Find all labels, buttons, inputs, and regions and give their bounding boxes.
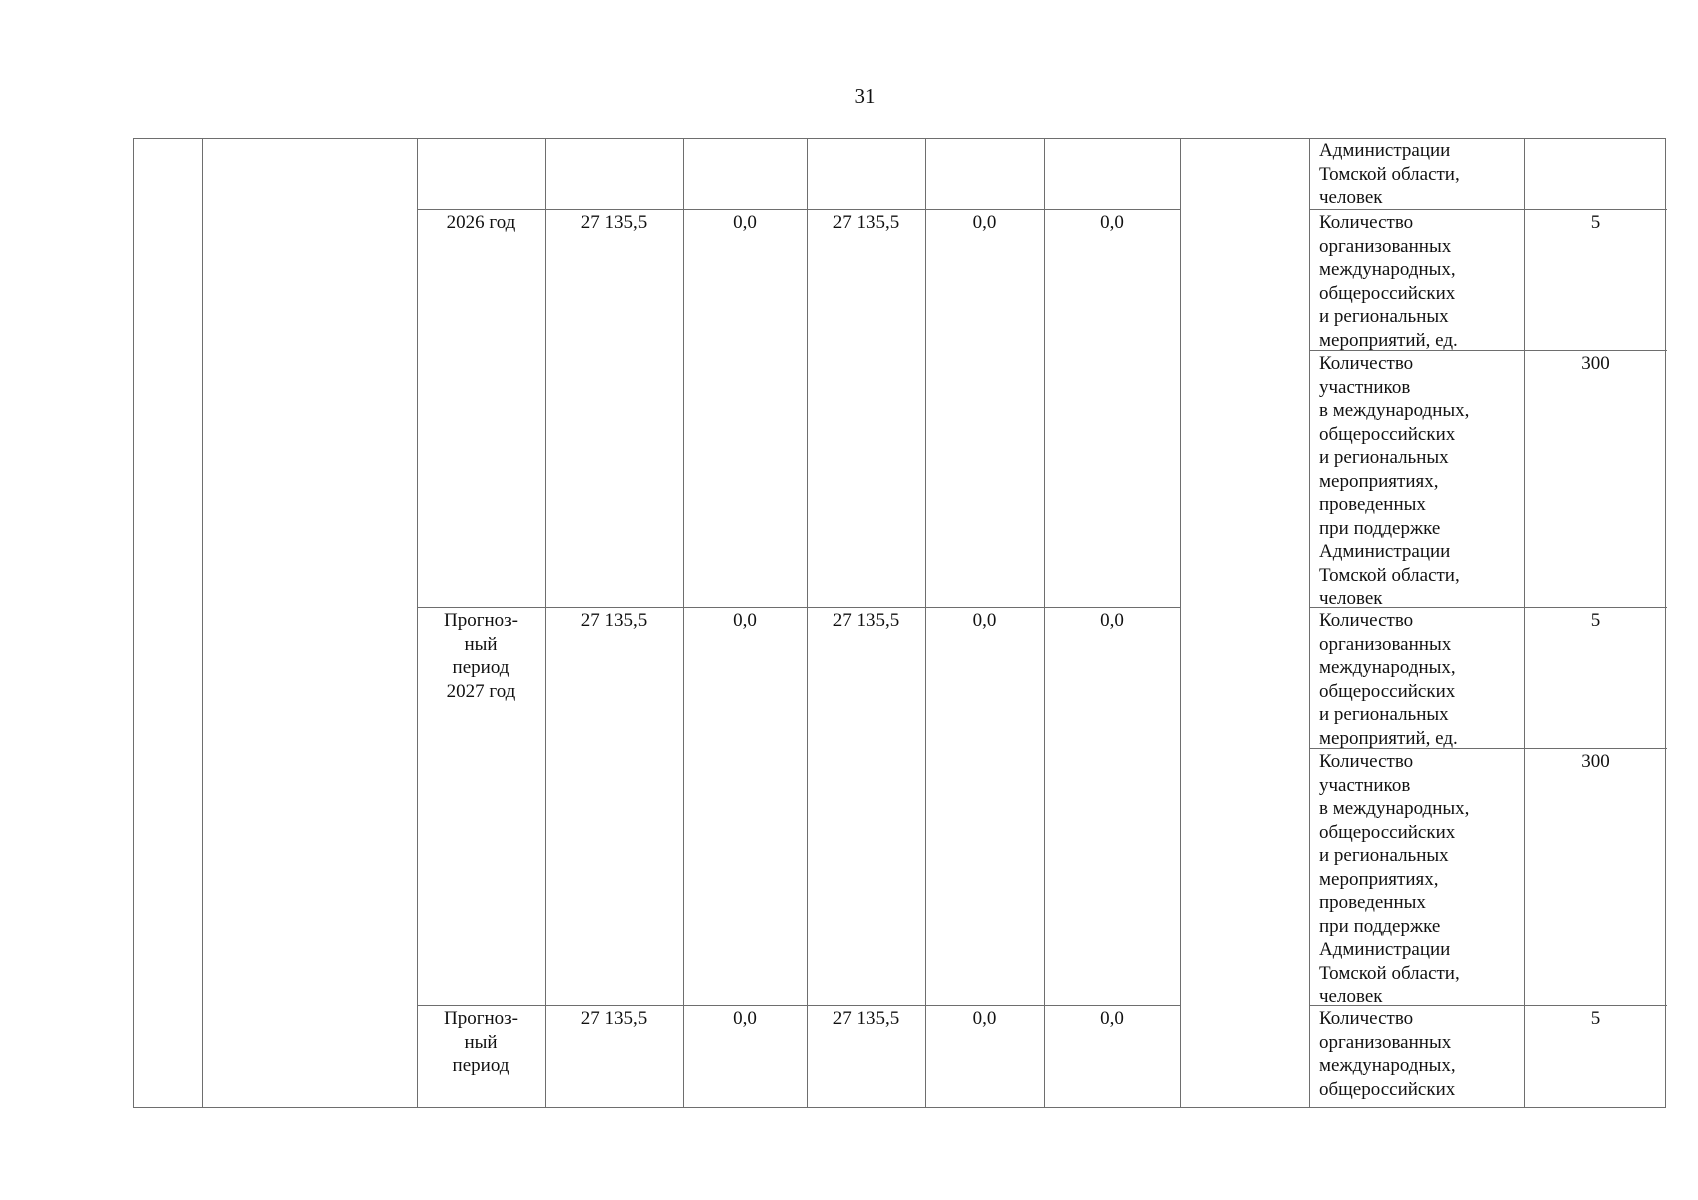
funding-cell: 27 135,5 — [832, 212, 900, 233]
funding-cell: 0,0 — [733, 610, 757, 631]
indicator-text: Количество участников в международных, общероссийских и региональных мероприятиях, проведенных при поддержке Администрации Томской области, человек — [1319, 751, 1470, 1007]
indicator-value: 300 — [1581, 353, 1610, 374]
total-funding-cell: 27 135,5 — [580, 212, 648, 233]
indicator-text-continued: Администрации Томской области, человек — [1319, 140, 1460, 208]
indicator-text: Количество организованных международных, общероссийских и региональных мероприятий, ед. — [1319, 212, 1458, 351]
funding-cell: 0,0 — [1100, 212, 1124, 233]
indicator-value: 300 — [1581, 751, 1610, 772]
column-divider — [202, 139, 203, 1107]
row-divider — [417, 1005, 1180, 1006]
indicator-value: 5 — [1590, 212, 1601, 233]
row-divider — [417, 607, 1180, 608]
funding-cell: 0,0 — [972, 1008, 997, 1029]
total-funding-cell: 27 135,5 — [580, 1008, 648, 1029]
page-number: 31 — [854, 84, 876, 108]
total-funding-cell: 27 135,5 — [580, 610, 648, 631]
indicator-text: Количество участников в международных, общероссийских и региональных мероприятиях, проведенных при поддержке Администрации Томской области, человек — [1319, 353, 1470, 609]
funding-cell: 0,0 — [733, 212, 757, 233]
funding-cell: 0,0 — [1100, 610, 1124, 631]
period-cell: Прогноз- ный период 2027 год — [443, 610, 518, 702]
indicator-value: 5 — [1590, 610, 1601, 631]
funding-cell: 27 135,5 — [832, 1008, 900, 1029]
funding-cell: 0,0 — [733, 1008, 757, 1029]
program-table — [133, 138, 1666, 1108]
funding-cell: 27 135,5 — [832, 610, 900, 631]
row-divider — [417, 209, 1180, 210]
funding-cell: 0,0 — [972, 212, 997, 233]
indicator-text: Количество организованных международных, общероссийских и региональных мероприятий, ед. — [1319, 610, 1458, 749]
period-cell: Прогноз- ный период — [443, 1008, 518, 1076]
period-cell: 2026 год — [446, 212, 516, 233]
funding-cell: 0,0 — [1100, 1008, 1124, 1029]
funding-cell: 0,0 — [972, 610, 997, 631]
indicator-text: Количество организованных международных, общероссийских — [1319, 1008, 1456, 1100]
column-divider — [1180, 139, 1181, 1107]
indicator-value: 5 — [1590, 1008, 1601, 1029]
